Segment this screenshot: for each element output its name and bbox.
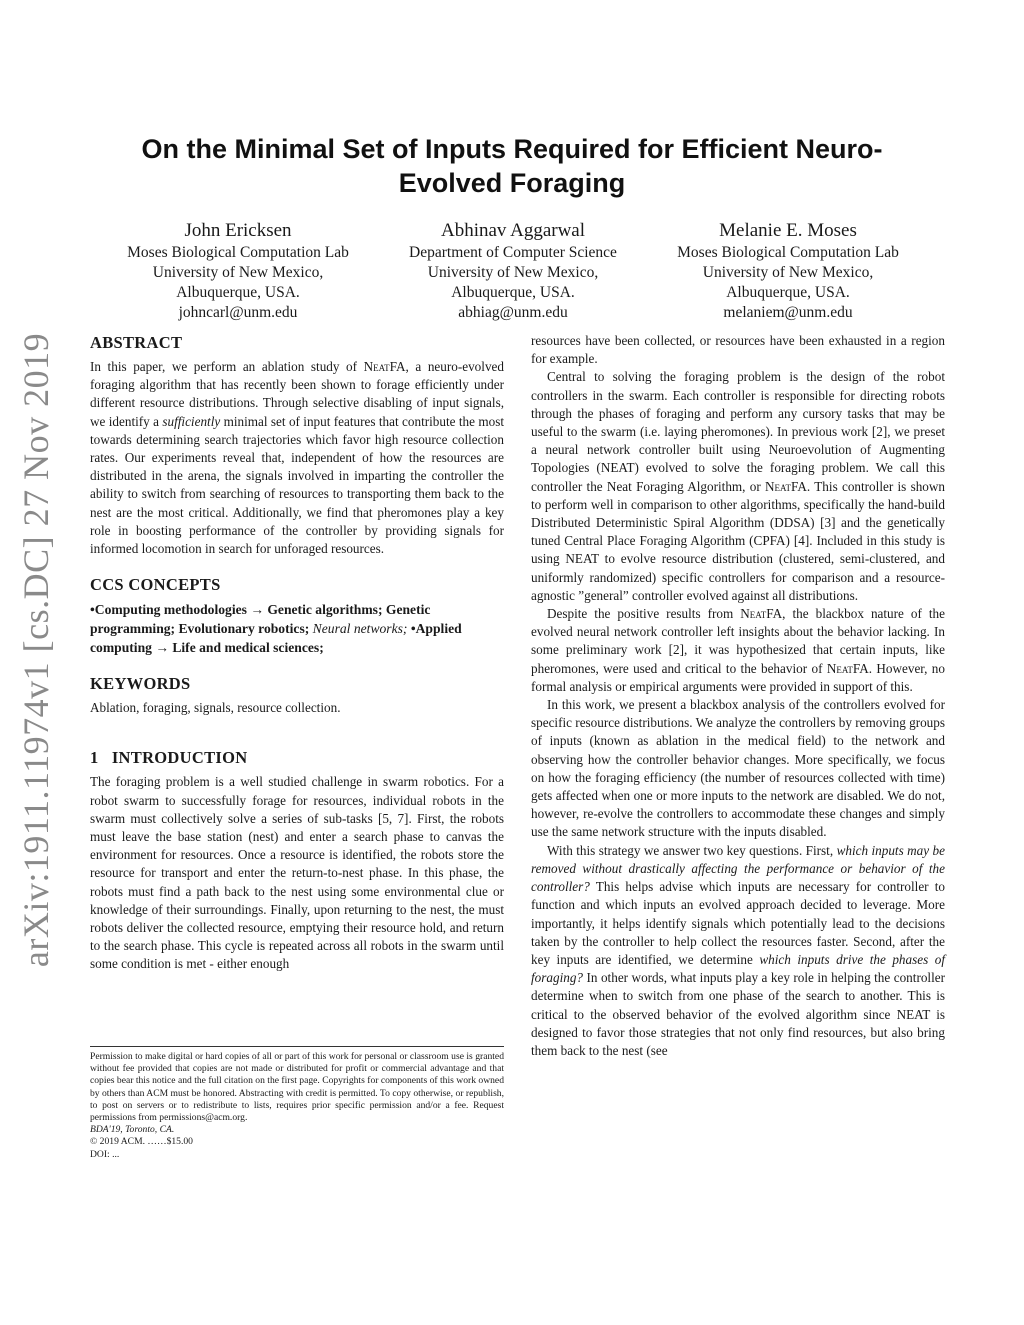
- doi-text: DOI: ...: [90, 1148, 120, 1160]
- author-affiliation: Moses Biological Computation Lab: [677, 244, 899, 261]
- intro-paragraph-3: Despite the positive results from NeatFA, the blackbox nature of the evolved neural network controller left insights about the behavior lacking. In some preliminary work [2], it was hypothesized that certain inputs, like pheromones, were used and critical to the behavior of NeatFA. However, no formal analysis or empirical arguments were provided in support of this.: [531, 606, 946, 694]
- author-university: University of New Mexico,: [152, 264, 324, 281]
- author-location: Albuquerque, USA.: [451, 284, 575, 301]
- author-email[interactable]: abhiag@unm.edu: [458, 304, 568, 321]
- author-affiliation: Department of Computer Science: [409, 244, 617, 261]
- ccs-text: •Computing methodologies → Genetic algorithms; Genetic programming; Evolutionary robotics; Neural networks; •Applied computing → Life and medical sciences;: [90, 602, 462, 656]
- author-university: University of New Mexico,: [702, 264, 874, 281]
- arxiv-stamp: [6, 332, 66, 968]
- author-block: [93, 219, 383, 323]
- author-email[interactable]: melaniem@unm.edu: [723, 304, 853, 321]
- intro-paragraph-1-continued: resources have been collected, or resources have been exhausted in a region for example.: [531, 333, 945, 367]
- author-affiliation: Moses Biological Computation Lab: [127, 244, 349, 261]
- left-column: [90, 332, 504, 974]
- author-name: John Ericksen: [184, 220, 292, 241]
- ccs-heading: CCS CONCEPTS: [90, 575, 221, 595]
- intro-paragraph-5: With this strategy we answer two key questions. First, which inputs may be removed without drastically affecting the performance or behavior of the controller? This helps advise which inputs are necessary for controller to function and which inputs an evolved approach decided to leverage. More importantly, it helps identify signals which potentially lead to the decisions taken by the controller to help collect the resources faster. Second, after the key inputs are identified, we determine which inputs drive the phases of foraging? In other words, what inputs play a key role in helping the controller determine when to switch from one phase of the search to another. This is critical to the observed behavior of the evolved algorithm since NEAT is designed to favor those strategies that not only find resources, but also bring them back to the nest (see: [531, 842, 945, 1058]
- permission-text: Permission to make digital or hard copies of all or part of this work for personal or classroom use is granted without fee provided that copies are not made or distributed for profit or commercial advantage and that copies bear this notice and the full citation on the first page. Copyrights for components of this work owned by others than ACM must be honored. Abstracting with credit is permitted. To copy otherwise, or republish, to post on servers or to redistribute to lists, requires prior specific permission and/or a fee. Request permissions from permissions@acm.org.: [90, 1051, 504, 1124]
- intro-paragraph-2: Central to solving the foraging problem is the design of the robot controllers in the swarm. Each controller is responsible for directing robots through the phases of foraging and perform any cursory tasks that may be useful to the swarm (i.e. laying pheromones). In previous work [2], we preset a neural network controller built using Neuroevolution of Augmenting Topologies (NEAT) evolved to solve the foraging problem. We call this controller the Neat Foraging Algorithm, or NeatFA. This controller is shown to perform well in comparison to other algorithms, specifically the hand-build Distributed Deterministic Spiral Algorithm (DDSA) [3] and the genetically tuned Central Place Foraging Algorithm (CPFA) [4]. Included in this study is using NEAT to evolve resource distribution (clustered, semi-clustered, and uniformly randomized) specific controllers for comparison and a resource-agnostic ”general” controller evolved against all distributions.: [531, 369, 946, 603]
- arxiv-identifier: arXiv:1911.11974v1 [cs.DC] 27 Nov 2019: [16, 332, 56, 968]
- keywords-text: Ablation, foraging, signals, resource collection.: [90, 700, 341, 716]
- paper-title: On the Minimal Set of Inputs Required for Efficient Neuro-Evolved Foraging: [141, 134, 883, 198]
- intro-paragraph-1: The foraging problem is a well studied challenge in swarm robotics. For a robot swarm to successfully forage for resources, individual robots in the swarm must collectively solve a series of sub-tasks [5, 7]. First, the robots must leave the base station (nest) and enter a search phase to canvas the environment for resources. Once a resource is identified, the robots store the resource for transport and enter the return-to-nest phase. In this phase, the robots must find a path back to the nest using some environmental clue or knowledge of their surroundings. Finally, upon returning to the nest, the must robots deliver the collected resource, emptying their resource hold, and return to the search phase. This cycle is repeated across all robots in the swarm until some condition is met - either enough: [90, 774, 504, 972]
- permission-footnote: [90, 1046, 504, 1161]
- author-block: [368, 219, 658, 323]
- author-name: Abhinav Aggarwal: [440, 220, 586, 241]
- author-email[interactable]: johncarl@unm.edu: [178, 304, 298, 321]
- author-block: [643, 219, 933, 323]
- introduction-heading: 1 INTRODUCTION: [90, 748, 248, 768]
- copyright-text: © 2019 ACM. ……$15.00: [90, 1136, 193, 1148]
- author-university: University of New Mexico,: [427, 264, 599, 281]
- intro-paragraph-4: In this work, we present a blackbox analysis of the controllers evolved for specific resource distributions. We analyze the controllers by removing groups of inputs (known as ablation in the medical field) to the network and observing how the controller behavior changes. More specifically, we focus on how the foraging efficiency (the number of resources collected with time) gets affected when one or more inputs to the network are disabled. We do not, however, re-evolve the controllers to accommodate these changes and simply use the same network structure with the inputs disabled.: [531, 697, 945, 840]
- venue-text: BDA'19, Toronto, CA.: [90, 1124, 175, 1136]
- author-location: Albuquerque, USA.: [726, 284, 850, 301]
- abstract-heading: ABSTRACT: [90, 333, 183, 352]
- abstract-text: In this paper, we perform an ablation study of NeatFA, a neuro-evolved foraging algorithm that has recently been shown to forage efficiently under different resource distributions. Through selective disabling of input signals, we identify a sufficiently minimal set of input features that contribute the most towards determining search trajectories which favor high resource collection rates. Our experiments reveal that, independent of how the resources are distributed in the arena, the signals involved in imparting the controller the ability to switch from searching of resources to transporting them back to the nest are the most critical. Additionally, we find that pheromones play a key role in boosting performance of the controller by providing signals for informed locomotion in search for unforaged resources.: [90, 359, 504, 557]
- keywords-heading: KEYWORDS: [90, 674, 191, 694]
- author-location: Albuquerque, USA.: [176, 284, 300, 301]
- right-column: [531, 332, 945, 1060]
- author-name: Melanie E. Moses: [719, 220, 857, 241]
